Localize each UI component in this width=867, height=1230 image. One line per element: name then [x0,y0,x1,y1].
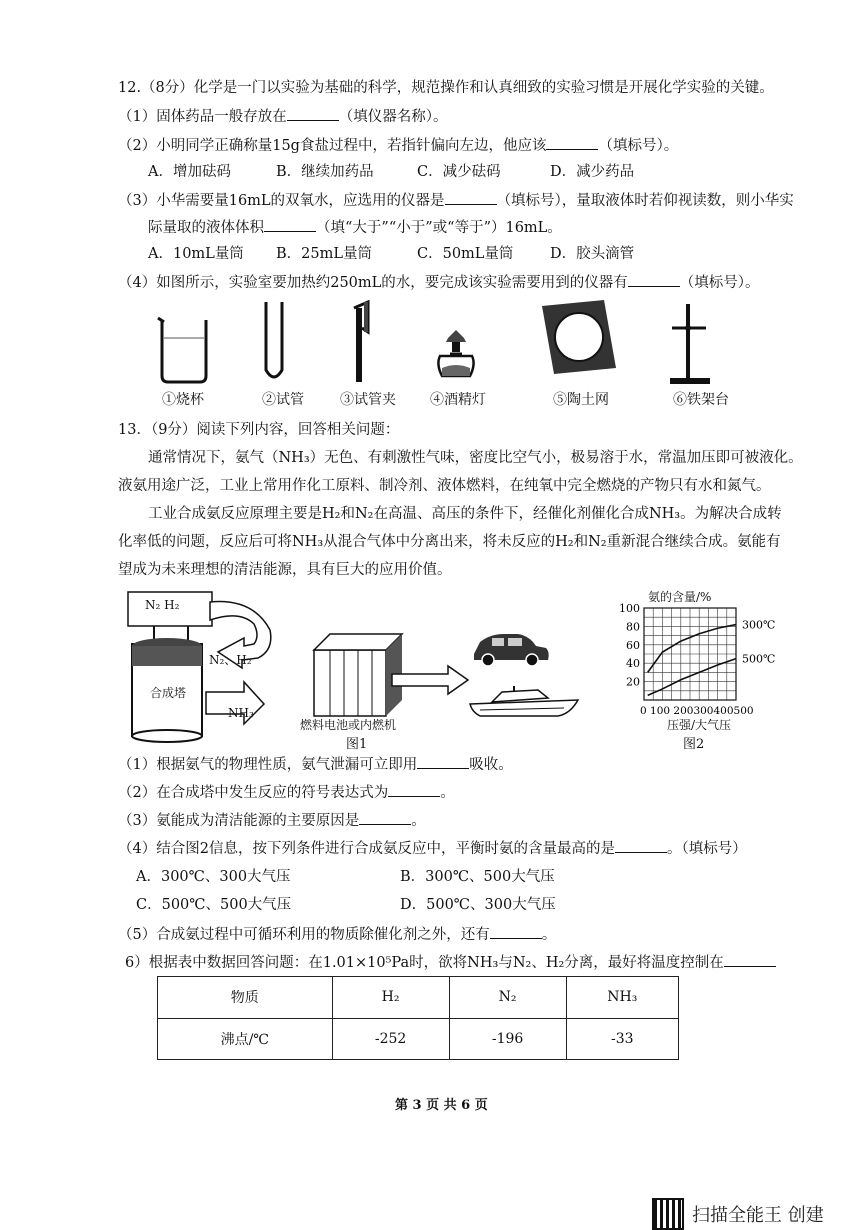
option: B．25mL量筒 [276,246,372,262]
figure2-chart [612,602,792,732]
option: D．500℃、300大气压 [400,897,556,913]
product-label: NH₃ [228,706,254,720]
option: A．10mL量筒 [148,246,244,262]
q12-part3-text: （3）小华需要量16mL的双氧水，应选用的仪器是 [118,193,445,209]
table-row [158,977,679,1019]
boiling-point-table [157,976,679,1060]
answer-blank[interactable] [445,190,497,205]
series-label: 300℃ [742,618,776,632]
q12-part2 [118,135,678,156]
y-tick-label: 40 [626,657,640,671]
q12-part3-cont [148,217,562,238]
instrument-label: ⑤陶土网 [553,392,609,408]
option: B．300℃、500大气压 [400,869,555,885]
option: D．胶头滴管 [550,246,635,262]
option: C．500℃、500大气压 [136,897,292,913]
answer-blank[interactable] [628,272,680,287]
option: A．增加砝码 [148,164,231,180]
q12-part3-suffix: （填标号），量取液体时若仰视读数，则小华实 [496,193,794,209]
recycle-label: N₂、H₂ [209,653,252,667]
series-line [648,659,736,696]
q13-paragraph: 化率低的问题，反应后可将NH₃从混合气体中分离出来，将未反应的H₂和N₂重新混合继续合成。氨能有 [118,534,781,550]
q13-part3-suffix: 。 [411,813,426,829]
q13-part3 [118,810,426,831]
y-tick-label: 100 [619,602,640,615]
q13-part2-text: （2）在合成塔中发生反应的符号表达式为 [118,785,389,801]
gas-box-label: N₂ H₂ [145,598,180,612]
table-cell: -196 [449,1018,566,1060]
car-icon [474,634,549,666]
instrument-label: ⑥铁架台 [673,392,729,408]
q13-part4-text: （4）结合图2信息，按下列条件进行合成氨反应中，平衡时氨的含量最高的是 [118,841,615,857]
q13-part1-suffix: 吸收。 [469,757,513,773]
y-tick-label: 20 [626,675,640,689]
instrument-label: ①烧杯 [162,392,204,408]
table-cell: -252 [332,1018,449,1060]
tower-label: 合成塔 [150,686,187,700]
answer-blank[interactable] [388,782,440,797]
option: C．减少砝码 [417,164,501,180]
q13-part5-text: （5）合成氨过程中可循环利用的物质除催化剂之外，还有 [118,927,490,943]
test-tube-icon [266,302,282,377]
q13-part1-text: （1）根据氨气的物理性质，氨气泄漏可立即用 [118,757,418,773]
wire-gauze-icon [542,300,616,374]
q13-part2-suffix: 。 [440,785,455,801]
q12-part2-suffix: （填标号）。 [598,138,679,154]
iron-stand-icon [670,304,710,384]
qr-code-icon [652,1198,684,1230]
y-tick-label: 80 [626,620,640,634]
figure2-caption: 图2 [683,737,705,752]
fuel-cell-icon [314,634,402,716]
q12-part3-cont-suffix: （填“大于”“小于”或“等于”）16mL。 [316,220,562,236]
series-line [648,625,736,673]
figure1-caption: 图1 [346,737,368,752]
answer-blank[interactable] [724,952,776,967]
page-footer: 第 3 页 共 6 页 [395,1098,488,1113]
test-tube-holder-icon [354,302,368,382]
q12-part4-suffix: （填标号）。 [679,275,760,291]
table-row [158,1018,679,1060]
x-axis-label: 压强/大气压 [667,718,732,732]
instrument-label: ④酒精灯 [430,392,486,408]
q13-part6-text: 6）根据表中数据回答问题：在1.01×10⁵Pa时，欲将NH₃与N₂、H₂分离，最好将温度控制在 [125,955,724,971]
q13-part4-suffix: 。（填标号） [666,841,747,857]
instrument-label: ②试管 [262,392,304,408]
q12-part1-text: （1）固体药品一般存放在 [118,109,287,125]
watermark-text: 扫描全能王 创建 [692,1205,824,1226]
table-cell: 物质 [158,977,333,1019]
q12-part3 [118,190,794,211]
alcohol-lamp-icon [438,330,473,376]
answer-blank[interactable] [264,217,316,232]
q12-part1-suffix: （填仪器名称）。 [338,109,448,125]
q12-part4 [118,272,760,293]
boat-icon [470,686,578,716]
answer-blank[interactable] [615,838,667,853]
table-cell: -33 [566,1018,678,1060]
q12-part4-text: （4）如图所示，实验室要加热约250mL的水，要完成该实验需要用到的仪器有 [118,275,628,291]
q13-paragraph: 液氨用途广泛，工业上常用作化工原料、制冷剂、液体燃料，在纯氧中完全燃烧的产物只有水和氮气。 [118,478,771,494]
answer-blank[interactable] [546,135,598,150]
q13-part2 [118,782,455,803]
beaker-icon [158,318,206,382]
series-label: 500℃ [742,652,776,666]
option: B．继续加药品 [276,164,374,180]
scanner-watermark [652,1198,824,1230]
instruments-figure [150,298,750,388]
q13-part3-text: （3）氨能成为清洁能源的主要原因是 [118,813,360,829]
answer-blank[interactable] [417,754,469,769]
q12-part1 [118,106,447,127]
x-tick-label: 0 100 200300400500 [640,705,754,717]
q12-part2-text: （2）小明同学正确称量15g食盐过程中，若指针偏向左边，他应该 [118,138,547,154]
q13-part5 [118,924,556,945]
device-label: 燃料电池或内燃机 [300,718,397,732]
table-cell: N₂ [449,977,566,1019]
answer-blank[interactable] [490,924,542,939]
q13-paragraph: 望成为未来理想的清洁能源，具有巨大的应用价值。 [118,562,452,578]
q13-part1 [118,754,513,775]
right-arrow-icon [392,666,468,694]
chart-title: 氨的含量/% [648,590,712,604]
option: A．300℃、300大气压 [136,869,291,885]
q13-part5-suffix: 。 [541,927,557,943]
y-tick-label: 60 [626,638,640,652]
option: C．50mL量筒 [417,246,514,262]
answer-blank[interactable] [287,106,339,121]
instrument-label: ③试管夹 [340,392,396,408]
q13-part4 [118,838,747,859]
q12-part3-cont-text: 际量取的液体体积 [148,220,264,236]
q13-heading: 13．（9分）阅读下列内容，回答相关问题： [118,422,400,438]
option: D．减少药品 [550,164,635,180]
table-cell: NH₃ [566,977,678,1019]
table-cell: H₂ [332,977,449,1019]
q12-heading: 12.（8分）化学是一门以实验为基础的科学，规范操作和认真细致的实验习惯是开展化学实验的关键。 [118,80,774,96]
q13-paragraph: 通常情况下，氨气（NH₃）无色、有刺激性气味，密度比空气小，极易溶于水，常温加压即可被液化。 [148,450,803,466]
answer-blank[interactable] [359,810,411,825]
q13-part6 [125,952,776,973]
table-cell: 沸点/℃ [158,1018,333,1060]
q13-paragraph: 工业合成氨反应原理主要是H₂和N₂在高温、高压的条件下，经催化剂催化合成NH₃。为解决合成转 [148,506,782,522]
